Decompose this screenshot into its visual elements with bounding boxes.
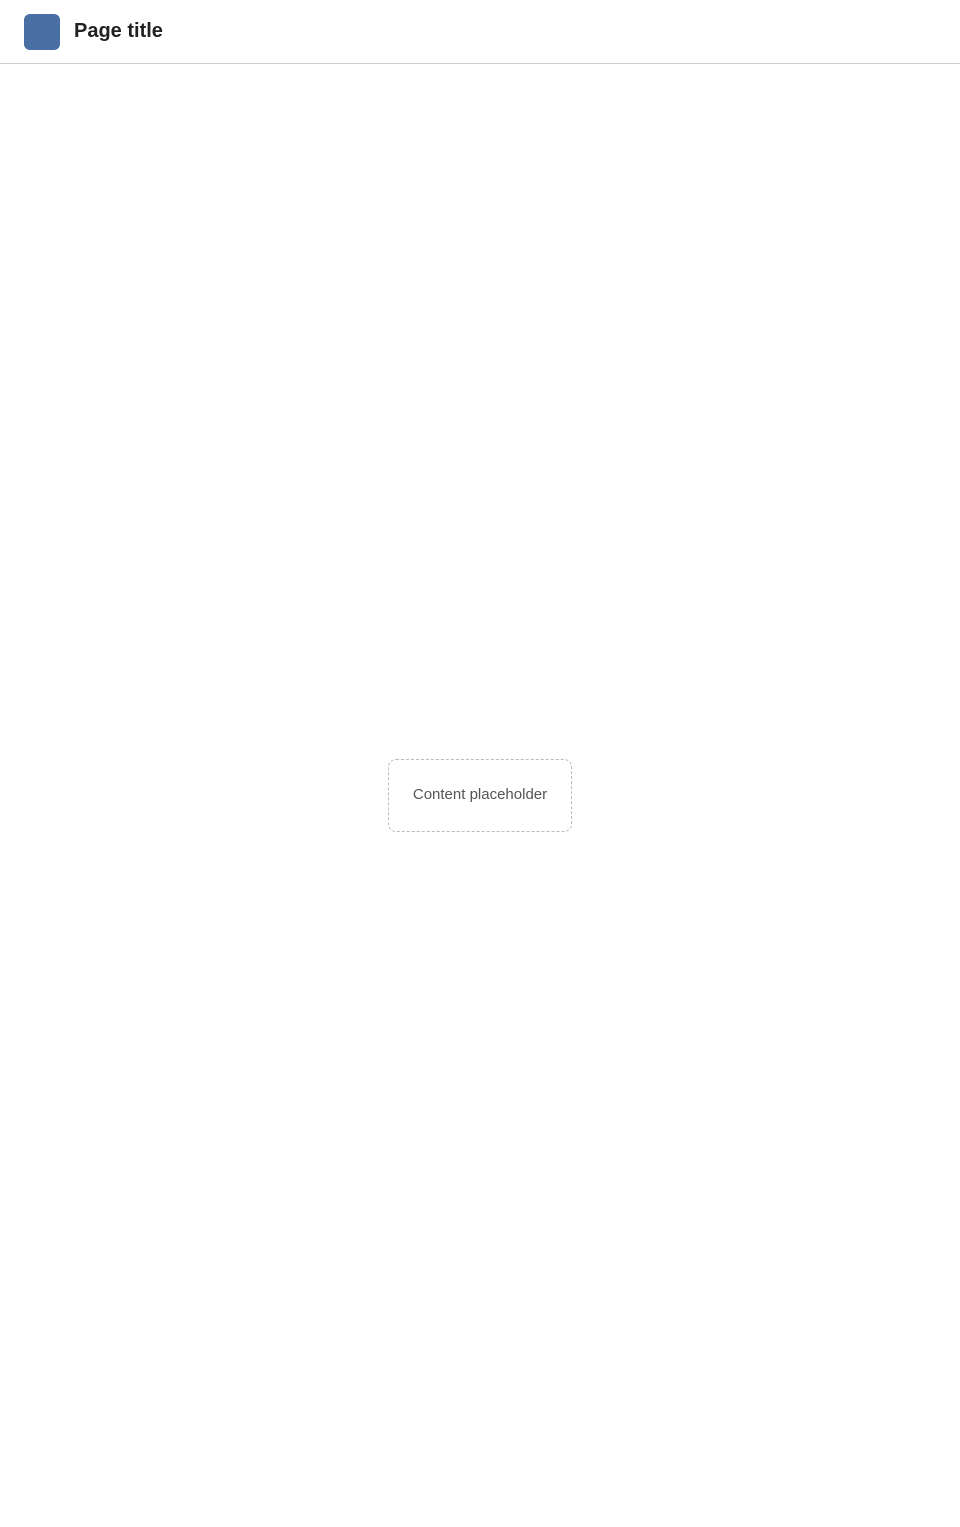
page-title: Page title bbox=[74, 20, 163, 42]
main-content bbox=[0, 64, 960, 1527]
notice-text: Content placeholder bbox=[388, 759, 572, 832]
header bbox=[0, 0, 960, 64]
logo-icon bbox=[24, 14, 60, 50]
